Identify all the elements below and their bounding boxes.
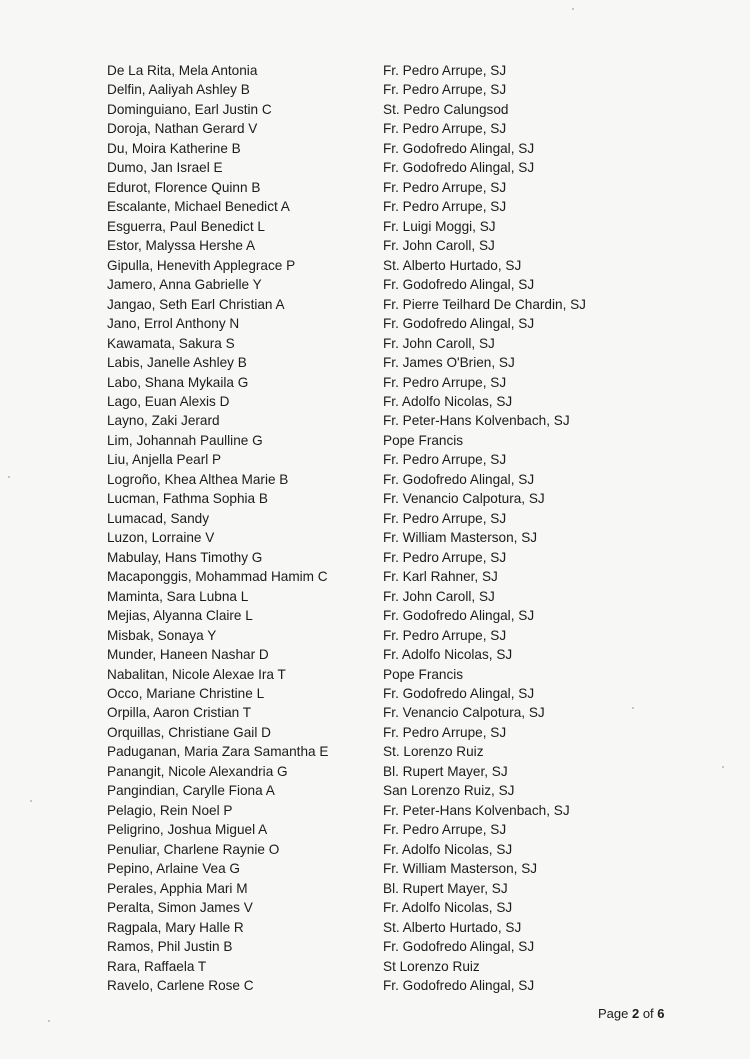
section-name: San Lorenzo Ruiz, SJ bbox=[383, 783, 515, 799]
roster-row bbox=[107, 295, 707, 314]
section-name: Fr. Godofredo Alingal, SJ bbox=[383, 316, 535, 332]
roster-row bbox=[107, 411, 707, 430]
section-name: Fr. John Caroll, SJ bbox=[383, 238, 495, 254]
roster-row bbox=[107, 392, 707, 411]
student-name: Jano, Errol Anthony N bbox=[107, 316, 240, 332]
page-of: of bbox=[639, 1006, 658, 1021]
student-name: Mejias, Alyanna Claire L bbox=[107, 608, 253, 624]
roster-row bbox=[107, 587, 707, 606]
roster-row bbox=[107, 957, 707, 976]
section-name: Fr. Venancio Calpotura, SJ bbox=[383, 491, 545, 507]
section-name: Fr. Godofredo Alingal, SJ bbox=[383, 160, 535, 176]
roster-row bbox=[107, 723, 707, 742]
section-name: Fr. Karl Rahner, SJ bbox=[383, 569, 498, 585]
section-name: Fr. Pedro Arrupe, SJ bbox=[383, 549, 507, 565]
student-name: Escalante, Michael Benedict A bbox=[107, 199, 290, 215]
student-name: Jangao, Seth Earl Christian A bbox=[107, 296, 285, 312]
page-number bbox=[598, 1006, 665, 1021]
page-total: 6 bbox=[657, 1006, 665, 1021]
roster-row bbox=[107, 509, 707, 528]
student-name: Doroja, Nathan Gerard V bbox=[107, 121, 258, 137]
roster-row bbox=[107, 334, 707, 353]
section-name: Fr. Peter-Hans Kolvenbach, SJ bbox=[383, 413, 570, 429]
student-name: Dumo, Jan Israel E bbox=[107, 160, 223, 176]
section-name: Fr. John Caroll, SJ bbox=[383, 588, 495, 604]
roster-row bbox=[107, 665, 707, 684]
section-name: Fr. Godofredo Alingal, SJ bbox=[383, 608, 535, 624]
student-name: Lago, Euan Alexis D bbox=[107, 393, 230, 409]
section-name: Fr. Pedro Arrupe, SJ bbox=[383, 63, 507, 78]
section-name: Fr. Godofredo Alingal, SJ bbox=[383, 277, 535, 293]
section-name: Pope Francis bbox=[383, 432, 464, 448]
student-name: Nabalitan, Nicole Alexae Ira T bbox=[107, 666, 286, 682]
student-name: Delfin, Aaliyah Ashley B bbox=[107, 82, 250, 98]
section-name: Fr. Pedro Arrupe, SJ bbox=[383, 199, 507, 215]
roster-row bbox=[107, 898, 707, 917]
page-current: 2 bbox=[631, 1006, 640, 1021]
scan-speck bbox=[722, 766, 724, 768]
page-prefix: Page bbox=[598, 1006, 632, 1021]
student-name: Macaponggis, Mohammad Hamim C bbox=[107, 569, 328, 585]
section-name: Fr. Godofredo Alingal, SJ bbox=[383, 140, 535, 156]
student-name: Maminta, Sara Lubna L bbox=[107, 588, 249, 604]
roster-row bbox=[107, 61, 707, 80]
student-name: Jamero, Anna Gabrielle Y bbox=[107, 277, 262, 293]
student-name: Layno, Zaki Jerard bbox=[107, 413, 220, 429]
student-name: Kawamata, Sakura S bbox=[107, 335, 235, 351]
section-name: Fr. Adolfo Nicolas, SJ bbox=[383, 647, 513, 663]
student-name: Logroño, Khea Althea Marie B bbox=[107, 471, 289, 487]
roster-row bbox=[107, 703, 707, 722]
section-name: Fr. Venancio Calpotura, SJ bbox=[383, 705, 545, 721]
roster-row bbox=[107, 100, 707, 119]
section-name: Fr. Pedro Arrupe, SJ bbox=[383, 121, 507, 137]
section-name: Fr. William Masterson, SJ bbox=[383, 861, 538, 877]
section-name: Bl. Rupert Mayer, SJ bbox=[383, 880, 508, 896]
section-name: Fr. Pedro Arrupe, SJ bbox=[383, 374, 507, 390]
section-name: Pope Francis bbox=[383, 666, 464, 682]
roster-row bbox=[107, 158, 707, 177]
section-name: St. Pedro Calungsod bbox=[383, 101, 509, 117]
section-name: Fr. William Masterson, SJ bbox=[383, 530, 538, 546]
roster-row bbox=[107, 236, 707, 255]
roster-row bbox=[107, 762, 707, 781]
student-name: Lucman, Fathma Sophia B bbox=[107, 491, 268, 507]
student-name: Peligrino, Joshua Miguel A bbox=[107, 822, 268, 838]
student-name: Mabulay, Hans Timothy G bbox=[107, 549, 263, 565]
section-name: Fr. Pedro Arrupe, SJ bbox=[383, 82, 507, 98]
roster-row bbox=[107, 353, 707, 372]
roster-row bbox=[107, 820, 707, 839]
roster-row bbox=[107, 684, 707, 703]
student-name: Orpilla, Aaron Cristian T bbox=[107, 705, 252, 721]
roster-row bbox=[107, 626, 707, 645]
student-name: Labo, Shana Mykaila G bbox=[107, 374, 249, 390]
student-roster bbox=[107, 61, 707, 996]
section-name: Bl. Rupert Mayer, SJ bbox=[383, 763, 508, 779]
section-name: St. Lorenzo Ruiz bbox=[383, 744, 484, 760]
roster-row bbox=[107, 859, 707, 878]
roster-row bbox=[107, 918, 707, 937]
section-name: Fr. Adolfo Nicolas, SJ bbox=[383, 393, 513, 409]
scan-speck bbox=[30, 800, 32, 802]
student-name: Ramos, Phil Justin B bbox=[107, 939, 233, 955]
roster-row bbox=[107, 80, 707, 99]
student-name: Munder, Haneen Nashar D bbox=[107, 647, 269, 663]
student-name: Pangindian, Carylle Fiona A bbox=[107, 783, 275, 799]
student-name: Peralta, Simon James V bbox=[107, 900, 253, 916]
roster-row bbox=[107, 645, 707, 664]
section-name: St Lorenzo Ruiz bbox=[383, 958, 480, 974]
student-name: Edurot, Florence Quinn B bbox=[107, 179, 261, 195]
roster-row bbox=[107, 937, 707, 956]
section-name: Fr. Peter-Hans Kolvenbach, SJ bbox=[383, 802, 570, 818]
roster-row bbox=[107, 431, 707, 450]
student-name: Paduganan, Maria Zara Samantha E bbox=[107, 744, 329, 760]
section-name: Fr. Pedro Arrupe, SJ bbox=[383, 510, 507, 526]
student-name: Liu, Anjella Pearl P bbox=[107, 452, 222, 468]
student-name: Panangit, Nicole Alexandria G bbox=[107, 763, 288, 779]
roster-row bbox=[107, 606, 707, 625]
student-name: Orquillas, Christiane Gail D bbox=[107, 724, 271, 740]
student-name: Dominguiano, Earl Justin C bbox=[107, 101, 272, 117]
student-name: Luzon, Lorraine V bbox=[107, 530, 215, 546]
roster-row bbox=[107, 781, 707, 800]
student-name: Ravelo, Carlene Rose C bbox=[107, 978, 254, 994]
section-name: Fr. Adolfo Nicolas, SJ bbox=[383, 841, 513, 857]
student-name: Gipulla, Henevith Applegrace P bbox=[107, 257, 296, 273]
student-name: Occo, Mariane Christine L bbox=[107, 686, 265, 701]
roster-row bbox=[107, 450, 707, 469]
scan-speck bbox=[8, 476, 10, 478]
section-name: Fr. Pierre Teilhard De Chardin, SJ bbox=[383, 296, 586, 312]
roster-row bbox=[107, 217, 707, 236]
section-name: Fr. Pedro Arrupe, SJ bbox=[383, 822, 507, 838]
roster-row bbox=[107, 314, 707, 333]
section-name: Fr. Godofredo Alingal, SJ bbox=[383, 978, 535, 994]
student-name: Esguerra, Paul Benedict L bbox=[107, 218, 265, 234]
student-name: Pelagio, Rein Noel P bbox=[107, 802, 233, 818]
student-name: Lumacad, Sandy bbox=[107, 510, 210, 526]
roster-row bbox=[107, 256, 707, 275]
section-name: St. Alberto Hurtado, SJ bbox=[383, 919, 522, 935]
scan-speck bbox=[572, 8, 574, 10]
section-name: Fr. Adolfo Nicolas, SJ bbox=[383, 900, 513, 916]
section-name: Fr. Godofredo Alingal, SJ bbox=[383, 471, 535, 487]
student-name: Rara, Raffaela T bbox=[107, 958, 207, 974]
section-name: Fr. John Caroll, SJ bbox=[383, 335, 495, 351]
student-name: Lim, Johannah Paulline G bbox=[107, 432, 263, 448]
section-name: Fr. Godofredo Alingal, SJ bbox=[383, 939, 535, 955]
student-name: Misbak, Sonaya Y bbox=[107, 627, 217, 643]
roster-row bbox=[107, 528, 707, 547]
roster-row bbox=[107, 197, 707, 216]
roster-row bbox=[107, 840, 707, 859]
roster-row bbox=[107, 489, 707, 508]
scan-speck bbox=[632, 707, 634, 709]
section-name: Fr. Pedro Arrupe, SJ bbox=[383, 452, 507, 468]
roster-row bbox=[107, 470, 707, 489]
roster-row bbox=[107, 373, 707, 392]
student-name: Labis, Janelle Ashley B bbox=[107, 355, 247, 371]
roster-row bbox=[107, 976, 707, 995]
section-name: Fr. Pedro Arrupe, SJ bbox=[383, 179, 507, 195]
roster-row bbox=[107, 548, 707, 567]
section-name: Fr. Luigi Moggi, SJ bbox=[383, 218, 496, 234]
roster-row bbox=[107, 742, 707, 761]
section-name: Fr. James O'Brien, SJ bbox=[383, 355, 515, 371]
roster-row bbox=[107, 178, 707, 197]
student-name: Perales, Apphia Mari M bbox=[107, 880, 248, 896]
student-name: Estor, Malyssa Hershe A bbox=[107, 238, 256, 254]
section-name: Fr. Pedro Arrupe, SJ bbox=[383, 627, 507, 643]
scan-speck bbox=[48, 1020, 50, 1022]
student-name: Penuliar, Charlene Raynie O bbox=[107, 841, 280, 857]
student-name: Du, Moira Katherine B bbox=[107, 140, 241, 156]
student-name: Ragpala, Mary Halle R bbox=[107, 919, 244, 935]
roster-row bbox=[107, 139, 707, 158]
roster-row bbox=[107, 567, 707, 586]
student-name: De La Rita, Mela Antonia bbox=[107, 63, 258, 78]
roster-row bbox=[107, 801, 707, 820]
roster-row bbox=[107, 119, 707, 138]
roster-row bbox=[107, 879, 707, 898]
section-name: St. Alberto Hurtado, SJ bbox=[383, 257, 522, 273]
roster-row bbox=[107, 275, 707, 294]
section-name: Fr. Pedro Arrupe, SJ bbox=[383, 724, 507, 740]
student-name: Pepino, Arlaine Vea G bbox=[107, 861, 241, 877]
section-name: Fr. Godofredo Alingal, SJ bbox=[383, 686, 535, 701]
